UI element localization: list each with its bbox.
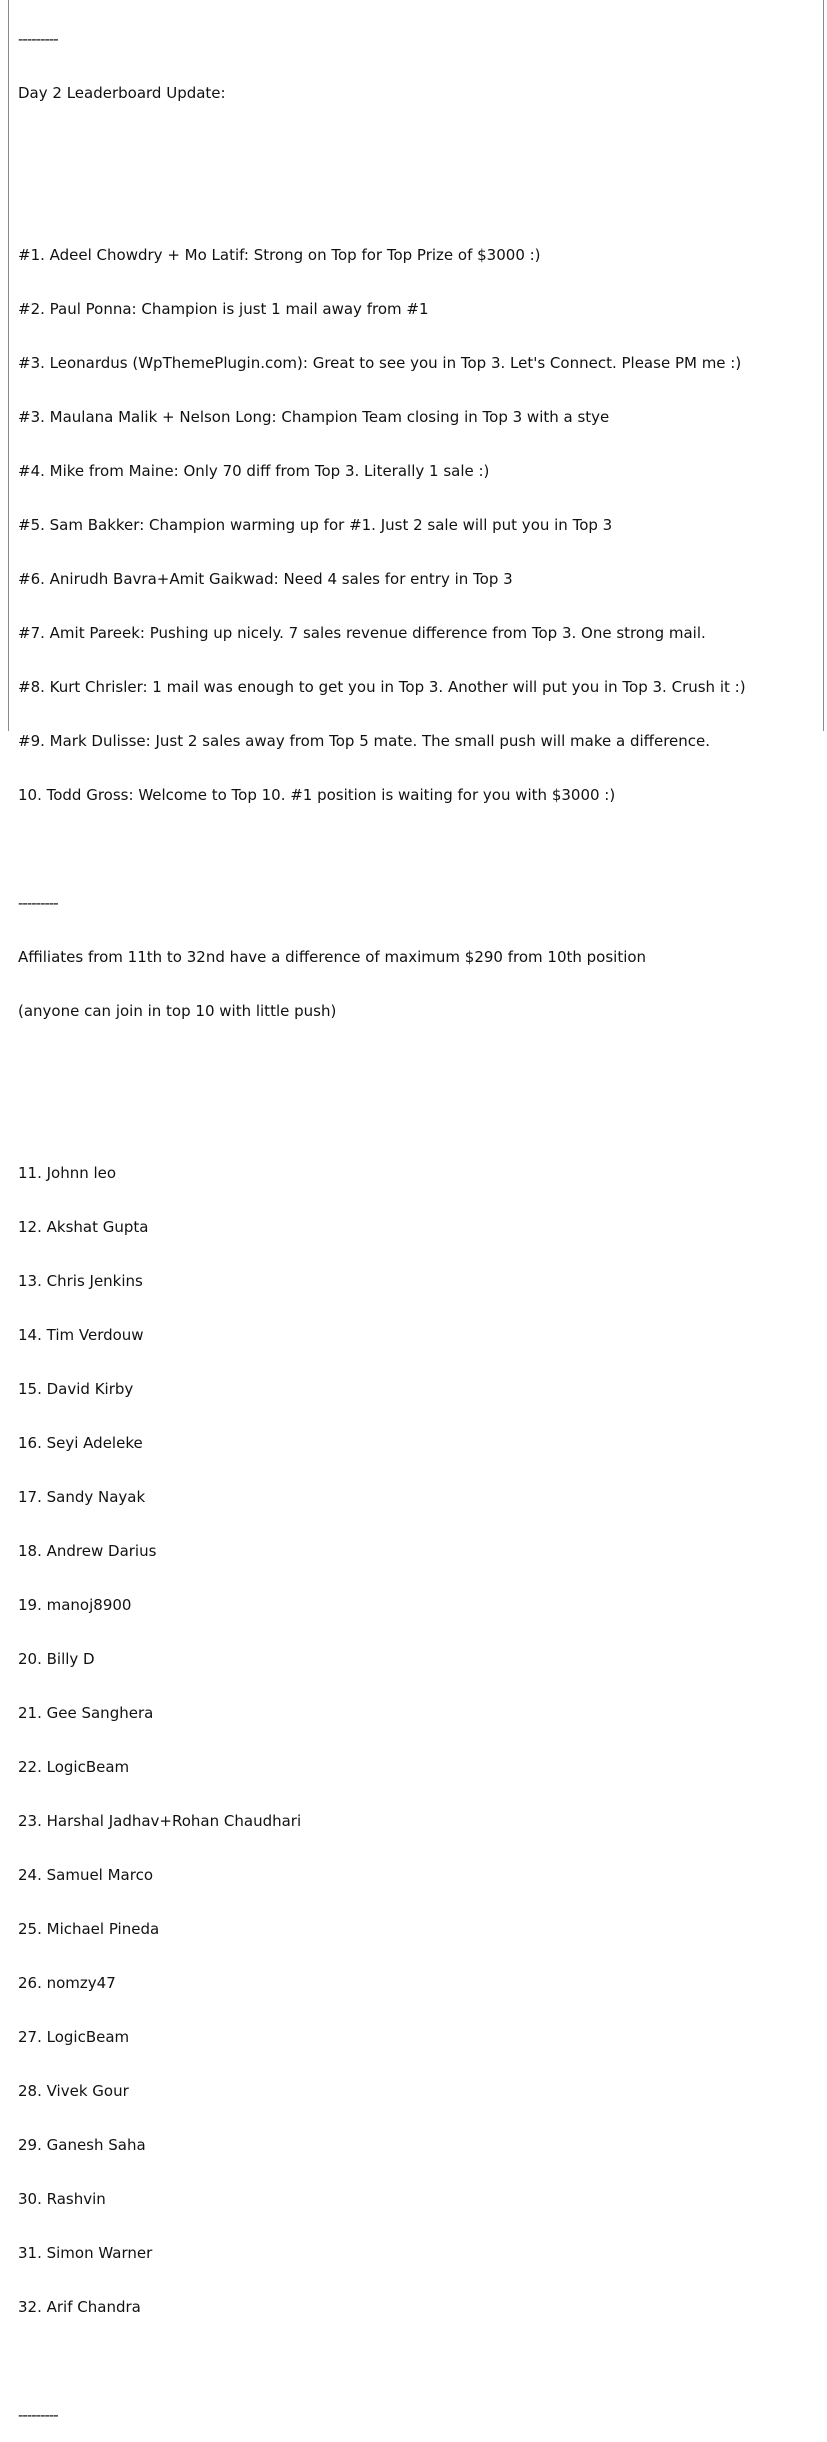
separator-middle: --------- xyxy=(18,894,58,912)
list-item: 31. Simon Warner xyxy=(18,2244,153,2262)
list-item: 27. LogicBeam xyxy=(18,2028,130,2046)
separator-bottom: --------- xyxy=(18,2406,58,2424)
list-item: 20. Billy D xyxy=(18,1650,95,1668)
list-item: 25. Michael Pineda xyxy=(18,1920,160,1938)
rest-list xyxy=(18,1128,824,2352)
list-item: #1. Adeel Chowdry + Mo Latif: Strong on Top for Top Prize of $3000 :) xyxy=(18,246,541,264)
separator-top: --------- xyxy=(18,30,58,48)
list-item: 12. Akshat Gupta xyxy=(18,1218,149,1236)
list-item: 23. Harshal Jadhav+Rohan Chaudhari xyxy=(18,1812,302,1830)
blank-line xyxy=(18,138,824,156)
list-item: 14. Tim Verdouw xyxy=(18,1326,144,1344)
list-item: #3. Maulana Malik + Nelson Long: Champion Team closing in Top 3 with a stye xyxy=(18,408,610,426)
list-item: #8. Kurt Chrisler: 1 mail was enough to get you in Top 3. Another will put you in Top 3. Crush it :) xyxy=(18,678,746,696)
list-item: 16. Seyi Adeleke xyxy=(18,1434,143,1452)
list-item: #2. Paul Ponna: Champion is just 1 mail away from #1 xyxy=(18,300,429,318)
list-item: 22. LogicBeam xyxy=(18,1758,130,1776)
list-item: 32. Arif Chandra xyxy=(18,2298,141,2316)
list-item: 26. nomzy47 xyxy=(18,1974,116,1992)
top10-list xyxy=(18,210,824,840)
list-item: 29. Ganesh Saha xyxy=(18,2136,146,2154)
list-item: 10. Todd Gross: Welcome to Top 10. #1 position is waiting for you with $3000 :) xyxy=(18,786,616,804)
list-item: 24. Samuel Marco xyxy=(18,1866,154,1884)
blank-line xyxy=(18,1056,824,1074)
list-item: 11. Johnn leo xyxy=(18,1164,117,1182)
list-item: #6. Anirudh Bavra+Amit Gaikwad: Need 4 sales for entry in Top 3 xyxy=(18,570,513,588)
list-item: 13. Chris Jenkins xyxy=(18,1272,143,1290)
list-item: #4. Mike from Maine: Only 70 diff from Top 3. Literally 1 sale :) xyxy=(18,462,490,480)
list-item: 21. Gee Sanghera xyxy=(18,1704,154,1722)
list-item: 18. Andrew Darius xyxy=(18,1542,157,1560)
note-subtext: (anyone can join in top 10 with little push) xyxy=(18,1002,337,1020)
list-item: #7. Amit Pareek: Pushing up nicely. 7 sales revenue difference from Top 3. One strong mail. xyxy=(18,624,706,642)
list-item: 28. Vivek Gour xyxy=(18,2082,129,2100)
note-text: Affiliates from 11th to 32nd have a difference of maximum $290 from 10th position xyxy=(18,948,647,966)
leaderboard-document xyxy=(18,0,824,2442)
list-item: 30. Rashvin xyxy=(18,2190,106,2208)
list-item: 17. Sandy Nayak xyxy=(18,1488,146,1506)
list-item: #3. Leonardus (WpThemePlugin.com): Great to see you in Top 3. Let's Connect. Please PM me :) xyxy=(18,354,742,372)
list-item: #5. Sam Bakker: Champion warming up for #1. Just 2 sale will put you in Top 3 xyxy=(18,516,613,534)
list-item: #9. Mark Dulisse: Just 2 sales away from Top 5 mate. The small push will make a difference. xyxy=(18,732,711,750)
list-item: 19. manoj8900 xyxy=(18,1596,132,1614)
list-item: 15. David Kirby xyxy=(18,1380,134,1398)
page-title: Day 2 Leaderboard Update: xyxy=(18,84,226,102)
